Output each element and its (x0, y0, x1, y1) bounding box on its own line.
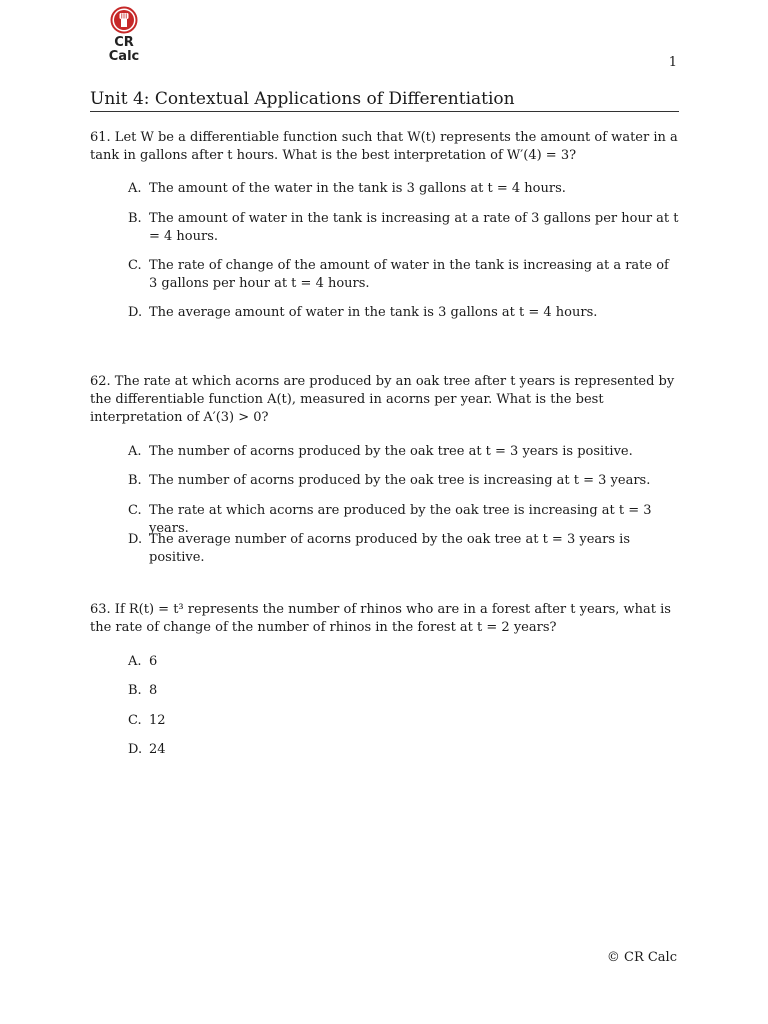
answer-choice[interactable] (128, 472, 680, 490)
answer-choice[interactable] (128, 653, 680, 671)
choice-text: The number of acorns produced by the oak tree is increasing at t = 3 years. (149, 473, 651, 488)
answer-choice[interactable] (128, 304, 680, 322)
choice-letter: C. (128, 503, 142, 518)
question-63 (90, 601, 680, 757)
logo-text-line1: CR (114, 35, 134, 50)
choice-text: The rate of change of the amount of water in the tank is increasing at a rate of 3 gallons per hour at t = 4 hours. (149, 258, 669, 291)
choice-text: The number of acorns produced by the oak tree at t = 3 years is positive. (149, 444, 633, 459)
choice-text: 12 (149, 713, 166, 728)
choice-letter: D. (128, 532, 143, 547)
cr-calc-logo (104, 6, 144, 64)
question-61 (90, 129, 680, 320)
choice-text: 24 (149, 742, 166, 757)
choice-letter: B. (128, 683, 142, 698)
choice-letter: B. (128, 473, 142, 488)
choice-text: The average number of acorns produced by the oak tree at t = 3 years is positive. (149, 532, 630, 565)
choice-text: The amount of the water in the tank is 3 gallons at t = 4 hours. (149, 181, 566, 196)
answer-choice[interactable] (128, 443, 680, 461)
copyright-footer: © CR Calc (606, 950, 677, 965)
logo-text (104, 36, 144, 64)
choice-text: 6 (149, 654, 158, 669)
choice-text: The amount of water in the tank is increasing at a rate of 3 gallons per hour at t = 4 hours. (149, 211, 679, 244)
answer-choice[interactable] (128, 712, 680, 730)
answer-choice[interactable] (128, 741, 680, 759)
question-stem: 63. If R(t) = t³ represents the number of rhinos who are in a forest after t years, what is the rate of change of the number of rhinos in the forest at t = 2 years? (90, 602, 671, 635)
answer-choice[interactable] (128, 180, 680, 198)
question-stem: 61. Let W be a differentiable function such that W(t) represents the amount of water in a tank in gallons after t hours. What is the best interpretation of W′(4) = 3? (90, 130, 678, 163)
question-stem: 62. The rate at which acorns are produced by an oak tree after t years is represented by the differentiable function A(t), measured in acorns per year. What is the best interpretation of A′(3) > 0? (90, 374, 675, 425)
choice-letter: A. (128, 654, 142, 669)
page-number: 1 (668, 55, 677, 70)
choice-text: The rate at which acorns are produced by the oak tree is increasing at t = 3 years. (149, 503, 652, 536)
answer-choice[interactable] (128, 682, 680, 700)
choice-letter: B. (128, 211, 142, 226)
choice-text: 8 (149, 683, 158, 698)
raised-fist-icon (110, 6, 138, 34)
answer-choice[interactable] (128, 210, 680, 246)
choice-letter: C. (128, 258, 142, 273)
answer-choice[interactable] (128, 257, 680, 293)
choice-letter: A. (128, 181, 142, 196)
choice-letter: C. (128, 713, 142, 728)
answer-choice[interactable] (128, 531, 680, 567)
choice-text: The average amount of water in the tank is 3 gallons at t = 4 hours. (149, 305, 598, 320)
choice-letter: A. (128, 444, 142, 459)
question-62 (90, 373, 680, 565)
choice-letter: D. (128, 305, 143, 320)
choice-letter: D. (128, 742, 143, 757)
logo-text-line2: Calc (108, 49, 140, 64)
unit-title: Unit 4: Contextual Applications of Differentiation (90, 89, 679, 112)
